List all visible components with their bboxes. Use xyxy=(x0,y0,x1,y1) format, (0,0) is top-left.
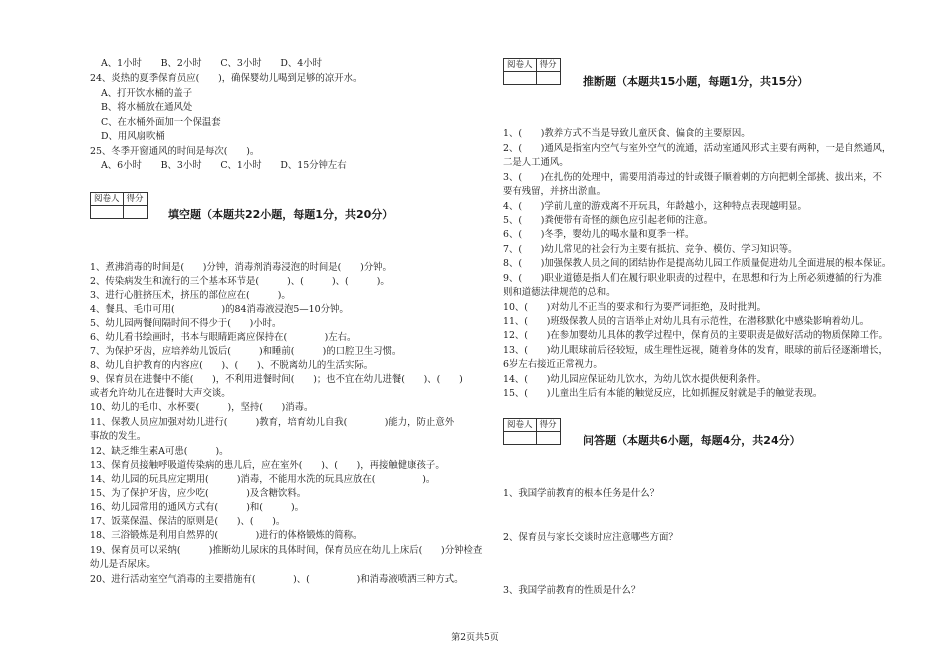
fill-line: 4、餐具、毛巾可用( )的84消毒液浸泡5—10分钟。 xyxy=(90,304,349,315)
judge-line: 5、( )粪便带有奇怪的颜色应引起老师的注意。 xyxy=(503,215,714,226)
fill-line: 9、保育员在进餐中不能( )，不利用进餐时间( )；也不宜在幼儿进餐( )、( ) xyxy=(90,374,463,385)
fill-line: 18、三浴锻炼是利用自然界的( )进行的体格锻炼的简称。 xyxy=(90,530,363,541)
fill-line: 8、幼儿自护教育的内容应( )、( )、不脱离幼儿的生活实际。 xyxy=(90,360,374,371)
question-option-line: A、6小时 B、3小时 C、1小时 D、15分钟左右 xyxy=(101,160,347,171)
page-footer: 第2页共5页 xyxy=(451,633,499,643)
judge-line: 1、( )教养方式不当是导致儿童厌食、偏食的主要原因。 xyxy=(503,128,751,139)
judge-line: 3、( )在扎伤的处理中，需要用消毒过的针或镊子顺着刺的方向把刺全部挑、拔出来，不 xyxy=(503,172,882,183)
judge-line: 6岁左右接近正常视力。 xyxy=(503,359,603,370)
question-option-line: A、1小时 B、2小时 C、3小时 D、4小时 xyxy=(101,58,322,69)
fill-line: 14、幼儿园的玩具应定期用( )消毒，不能用水洗的玩具应放在( )。 xyxy=(90,474,436,485)
question-line: 24、炎热的夏季保育员应( )，确保婴幼儿喝到足够的凉开水。 xyxy=(90,73,363,84)
fill-line: 3、进行心脏挤压术，挤压的部位应在( )。 xyxy=(90,290,291,301)
judge-line: 要有残留，并挤出淤血。 xyxy=(503,186,607,197)
fill-line: 5、幼儿园两餐间隔时间不得少于( )小时。 xyxy=(90,318,282,329)
grader-label: 阅卷人 xyxy=(504,419,537,432)
score-cell xyxy=(536,72,560,85)
grader-cell xyxy=(91,206,124,219)
score-box-fill xyxy=(90,192,148,219)
fill-line: 12、缺乏维生素A可患( )。 xyxy=(90,446,229,457)
qa-question: 2、保育员与家长交谈时应注意哪些方面？ xyxy=(503,532,678,543)
fill-line: 13、保育员接触呼吸道传染病的患儿后，应在室外( )、( )，再接触健康孩子。 xyxy=(90,460,445,471)
question-option-line: D、用风扇吹桶 xyxy=(101,131,165,142)
qa-question: 3、我国学前教育的性质是什么？ xyxy=(503,585,641,596)
judge-line: 11、( )班级保教人员的言语举止对幼儿具有示范性，在潜移默化中感染影响着幼儿。 xyxy=(503,316,870,327)
section-title-fill: 填空题（本题共22小题，每题1分，共20分） xyxy=(168,208,394,221)
judge-line: 7、( )幼儿常见的社会行为主要有抵抗、竞争、模仿、学习知识等。 xyxy=(503,244,798,255)
grader-cell xyxy=(504,432,537,445)
judge-line: 2、( )通风是指室内空气与室外空气的流通，活动室通风形式主要有两种，一是自然通风， xyxy=(503,143,892,154)
fill-line: 10、幼儿的毛巾、水杯要( )，坚持( )消毒。 xyxy=(90,402,314,413)
judge-line: 9、( )职业道德是指人们在履行职业职责的过程中，在思想和行为上所必须遵循的行为准 xyxy=(503,273,882,284)
section-title-judge: 推断题（本题共15小题，每题1分，共15分） xyxy=(583,75,809,88)
fill-line: 19、保育员可以采纳( )推断幼儿尿床的具体时间，保育员应在幼儿上床后( )分钟检查 xyxy=(90,545,483,556)
qa-question: 1、我国学前教育的根本任务是什么？ xyxy=(503,488,659,499)
judge-line: 6、( )冬季，婴幼儿的喝水量和夏季一样。 xyxy=(503,229,695,240)
fill-line: 15、为了保护牙齿，应少吃( )及含糖饮料。 xyxy=(90,488,307,499)
question-option-line: C、在水桶外面加一个保温套 xyxy=(101,117,221,128)
question-line: 25、冬季开窗通风的时间是每次( )。 xyxy=(90,146,260,157)
judge-line: 8、( )加强保教人员之间的团结协作是提高幼儿园工作质量促进幼儿全面进展的根本保证。 xyxy=(503,258,892,269)
judge-line: 10、( )对幼儿不正当的要求和行为要严词拒绝，及时批判。 xyxy=(503,302,766,313)
question-option-line: A、打开饮水桶的盖子 xyxy=(101,88,193,99)
section-title-qa: 问答题（本题共6小题，每题4分，共24分） xyxy=(583,434,801,447)
judge-line: 12、( )在参加婴幼儿具体的教学过程中，保育员的主要职责是做好活动的物质保障工作。 xyxy=(503,330,888,341)
grader-cell xyxy=(504,72,537,85)
judge-line: 15、( )儿童出生后有本能的触觉反应，比如抓握反射就是手的触觉表现。 xyxy=(503,388,823,399)
score-box-judge xyxy=(503,58,561,85)
judge-line: 则和道德法律规范的总和。 xyxy=(503,287,616,298)
fill-line: 20、进行活动室空气消毒的主要措施有( )、( )和消毒液喷洒三种方式。 xyxy=(90,574,464,585)
fill-line: 17、饭菜保温、保洁的原则是( )、( )。 xyxy=(90,516,286,527)
fill-line: 6、幼儿看书绘画时，书本与眼睛距离应保持在( )左右。 xyxy=(90,332,357,343)
fill-line: 16、幼儿园常用的通风方式有( )和( )。 xyxy=(90,502,305,513)
judge-line: 13、( )幼儿眼球前后径较短，成生理性远视，随着身体的发育，眼球的前后径逐渐增长， xyxy=(503,345,888,356)
fill-line: 1、煮沸消毒的时间是( )分钟，消毒剂消毒浸泡的时间是( )分钟。 xyxy=(90,262,392,273)
score-label: 得分 xyxy=(536,59,560,72)
question-option-line: B、将水桶放在通风处 xyxy=(101,102,193,113)
fill-line: 或者允许幼儿在进餐时大声交谈。 xyxy=(90,388,231,399)
judge-line: 二是人工通风。 xyxy=(503,157,569,168)
grader-label: 阅卷人 xyxy=(91,193,124,206)
grader-label: 阅卷人 xyxy=(504,59,537,72)
score-box-qa xyxy=(503,418,561,445)
fill-line: 2、传染病发生和流行的三个基本环节是( )、( )、( )。 xyxy=(90,276,390,287)
judge-line: 14、( )幼儿园应保证幼儿饮水，为幼儿饮水提供便利条件。 xyxy=(503,374,766,385)
score-label: 得分 xyxy=(123,193,147,206)
score-label: 得分 xyxy=(536,419,560,432)
score-cell xyxy=(536,432,560,445)
judge-line: 4、( )学前儿童的游戏离不开玩具，年龄越小，这种特点表现越明显。 xyxy=(503,201,807,212)
score-cell xyxy=(123,206,147,219)
fill-line: 事故的发生。 xyxy=(90,431,147,442)
fill-line: 11、保教人员应加强对幼儿进行( )教育，培育幼儿自我( )能力，防止意外 xyxy=(90,417,455,428)
fill-line: 幼儿是否尿床。 xyxy=(90,559,156,570)
fill-line: 7、为保护牙齿，应培养幼儿饭后( )和睡前( )的口腔卫生习惯。 xyxy=(90,346,402,357)
